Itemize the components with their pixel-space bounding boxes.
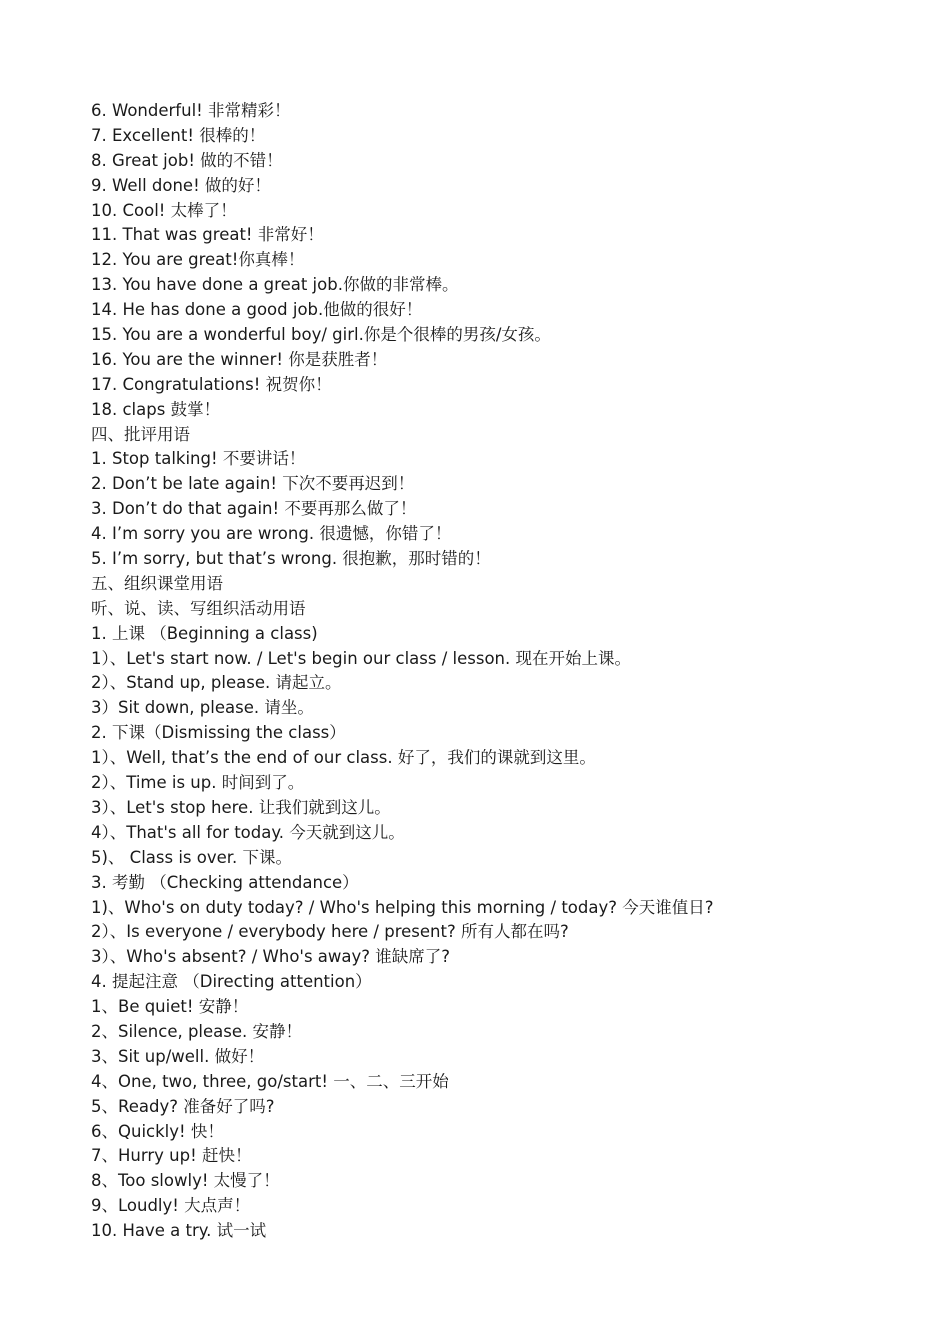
text-line: 7. Excellent! 很棒的！ (91, 125, 266, 145)
text-line: 8. Great job! 做的不错！ (91, 150, 283, 170)
text-line: 五、组织课堂用语 (91, 573, 223, 593)
text-line: 1）、Let's start now. / Let's begin our class / lesson. 现在开始上课。 (91, 648, 631, 668)
text-line: 3）、Let's stop here. 让我们就到这儿。 (91, 797, 391, 817)
text-line: 9、Loudly! 大点声！ (91, 1196, 251, 1216)
text-line: 1)、Who's on duty today? / Who's helping this morning / today? 今天谁值日? (91, 897, 714, 917)
text-line: 3. Don’t do that again! 不要再那么做了！ (91, 499, 417, 519)
text-line: 5)、 Class is over. 下课。 (91, 847, 293, 867)
text-line: 7、Hurry up! 赶快！ (91, 1146, 252, 1166)
text-line: 1、Be quiet! 安静！ (91, 997, 249, 1017)
text-line: 1. 上课 （Beginning a class) (91, 623, 318, 643)
text-line: 12. You are great!你真棒！ (91, 250, 305, 270)
text-line: 16. You are the winner! 你是获胜者！ (91, 349, 388, 369)
text-line: 14. He has done a good job.他做的很好！ (91, 300, 423, 320)
text-line: 10. Have a try. 试一试 (91, 1221, 267, 1241)
text-line: 15. You are a wonderful boy/ girl.你是个很棒的男孩/女孩。 (91, 325, 551, 345)
text-line: 13. You have done a great job.你做的非常棒。 (91, 275, 459, 295)
text-line: 4. I’m sorry you are wrong. 很遗憾，你错了！ (91, 524, 452, 544)
text-line: 4）、That's all for today. 今天就到这儿。 (91, 822, 405, 842)
text-line: 17. Congratulations! 祝贺你！ (91, 374, 332, 394)
text-line: 2. 下课（Dismissing the class） (91, 723, 346, 743)
text-line: 2）、Stand up, please. 请起立。 (91, 673, 342, 693)
text-line: 2、Silence, please. 安静！ (91, 1021, 303, 1041)
text-line: 5. I’m sorry, but that’s wrong. 很抱歉，那时错的！ (91, 549, 491, 569)
text-line: 2）、Time is up. 时间到了。 (91, 773, 305, 793)
text-line: 11. That was great! 非常好！ (91, 225, 324, 245)
text-line: 听、说、读、写组织活动用语 (91, 598, 306, 618)
text-line: 18. claps 鼓掌！ (91, 399, 221, 419)
text-line: 3. 考勤 （Checking attendance） (91, 872, 359, 892)
text-line: 3）Sit down, please. 请坐。 (91, 698, 314, 718)
text-line: 5、Ready? 准备好了吗? (91, 1096, 275, 1116)
text-line: 9. Well done! 做的好！ (91, 175, 271, 195)
text-line: 四、批评用语 (91, 424, 190, 444)
document-body (91, 99, 911, 1244)
text-line: 3）、Who's absent? / Who's away? 谁缺席了? (91, 947, 451, 967)
text-line: 10. Cool! 太棒了！ (91, 200, 237, 220)
text-line: 2. Don’t be late again! 下次不要再迟到！ (91, 474, 415, 494)
text-line: 2）、Is everyone / everybody here / present? 所有人都在吗? (91, 922, 569, 942)
text-line: 4、One, two, three, go/start! 一、二、三开始 (91, 1071, 449, 1091)
text-line: 3、Sit up/well. 做好！ (91, 1046, 265, 1066)
text-line: 6、Quickly! 快！ (91, 1121, 224, 1141)
text-line: 1. Stop talking! 不要讲话！ (91, 449, 306, 469)
text-line: 4. 提起注意 （Directing attention） (91, 972, 372, 992)
text-line: 1）、Well, that’s the end of our class. 好了，我们的课就到这里。 (91, 748, 596, 768)
text-line: 6. Wonderful! 非常精彩！ (91, 101, 291, 120)
text-line: 8、Too slowly! 太慢了！ (91, 1171, 280, 1191)
